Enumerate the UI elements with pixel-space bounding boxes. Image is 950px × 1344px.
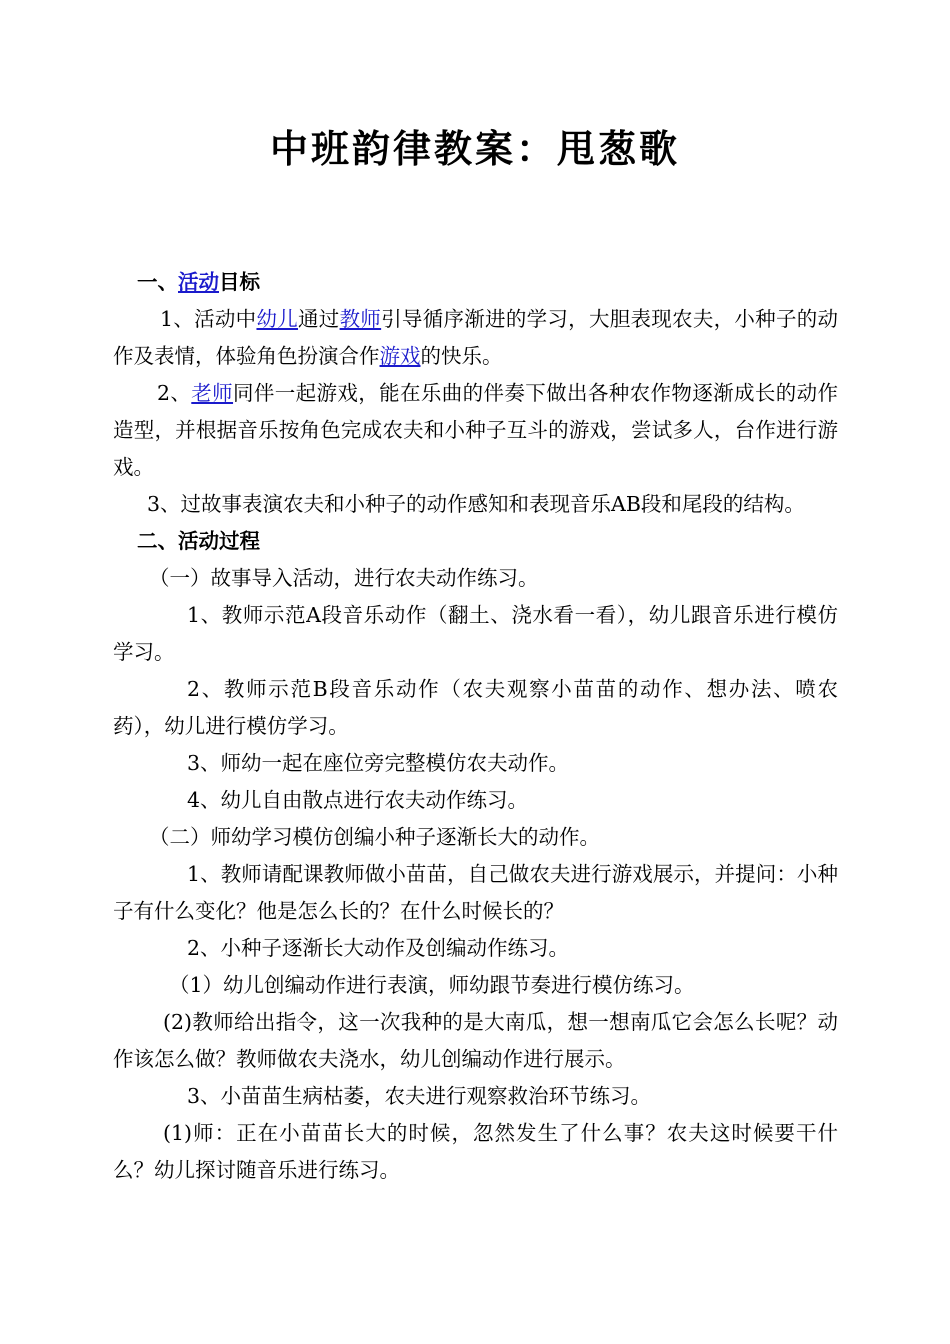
step-1-4: 4、幼儿自由散点进行农夫动作练习。 (187, 788, 529, 812)
link-children[interactable]: 幼儿 (256, 307, 299, 331)
goal2-text-a: 2、 (157, 381, 192, 405)
link-activity[interactable]: 活动 (178, 270, 219, 294)
step-2-2-a: （1）幼儿创编动作进行表演，师幼跟节奏进行模仿练习。 (169, 973, 695, 997)
document-body (113, 264, 838, 1189)
step-2-3: 3、小苗苗生病枯萎，农夫进行观察救治环节练习。 (187, 1084, 652, 1108)
heading-suffix: 目标 (219, 270, 260, 294)
step-2-3-a: (1)师：正在小苗苗长大的时候，忽然发生了什么事？农夫这时候要干什么？幼儿探讨随音乐进行练习。 (113, 1121, 838, 1182)
heading-prefix: 一、 (137, 270, 178, 294)
goal1-text-d: 的快乐。 (420, 344, 503, 368)
goal1-text-a: 1、活动中 (160, 307, 257, 331)
goal1-text-c: 引导循序渐进的学习，大胆表现农夫，小种子的动作及表情，体验角色扮演合作 (113, 307, 839, 368)
section-heading-process: 二、活动过程 (137, 529, 260, 553)
goal-item-2 (113, 375, 838, 486)
link-teacher-2[interactable]: 老师 (191, 381, 234, 405)
goal2-text-b: 同伴一起游戏，能在乐曲的伴奏下做出各种农作物逐渐成长的动作造型，并根据音乐按角色完成农夫和小种子互斗的游戏，尝试多人，台作进行游戏。 (113, 381, 839, 479)
goal1-text-b: 通过 (298, 307, 340, 331)
goal-item-1 (113, 301, 838, 375)
link-teacher[interactable]: 教师 (339, 307, 382, 331)
document-title: 中班韵律教案：甩葱歌 (269, 126, 680, 171)
section-heading-goals (113, 264, 838, 301)
step-2-1: 1、教师请配课教师做小苗苗，自己做农夫进行游戏展示，并提问：小种子有什么变化？他是怎么长的？在什么时候长的？ (113, 862, 838, 923)
part-heading-1: （一）故事导入活动，进行农夫动作练习。 (149, 566, 539, 590)
part-heading-2: （二）师幼学习模仿创编小种子逐渐长大的动作。 (149, 825, 600, 849)
step-2-2: 2、小种子逐渐长大动作及创编动作练习。 (187, 936, 570, 960)
step-2-2-b: (2)教师给出指令，这一次我种的是大南瓜，想一想南瓜它会怎么长呢？动作该怎么做？教师做农夫浇水，幼儿创编动作进行展示。 (113, 1010, 838, 1071)
goal-item-3: 3、过故事表演农夫和小种子的动作感知和表现音乐AB段和尾段的结构。 (147, 492, 805, 516)
step-1-3: 3、师幼一起在座位旁完整模仿农夫动作。 (187, 751, 570, 775)
step-1-2: 2、教师示范B段音乐动作（农夫观察小苗苗的动作、想办法、喷农药），幼儿进行模仿学习。 (113, 677, 838, 738)
link-game[interactable]: 游戏 (379, 344, 421, 368)
step-1-1: 1、教师示范A段音乐动作（翻土、浇水看一看），幼儿跟音乐进行模仿学习。 (113, 603, 838, 664)
